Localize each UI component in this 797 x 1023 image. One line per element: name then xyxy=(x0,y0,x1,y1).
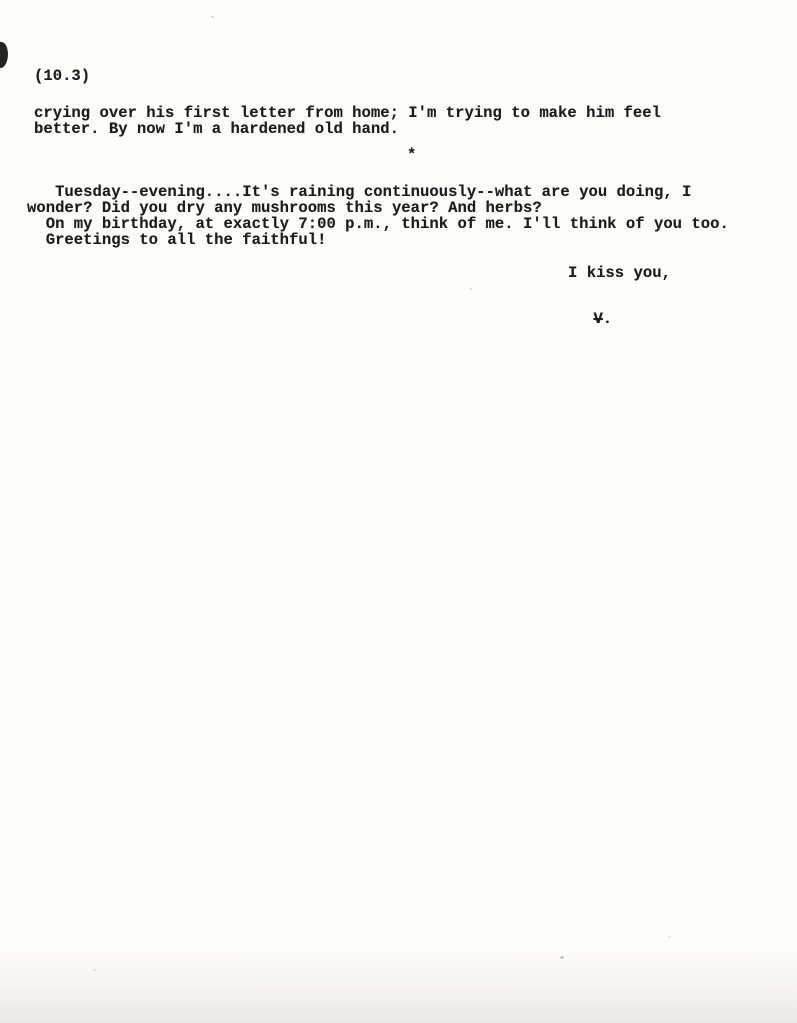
signature xyxy=(556,295,612,343)
text-line: On my birthday, at exactly 7:00 p.m., think of me. I'll think of you too. xyxy=(27,215,729,233)
paper-speck xyxy=(93,969,96,971)
paper-speck xyxy=(560,956,564,959)
closing-line: I kiss you, xyxy=(568,264,671,282)
signature-period: . xyxy=(602,310,613,328)
text-line: Greetings to all the faithful! xyxy=(27,231,327,249)
signature-initial: V xyxy=(593,310,603,328)
paper-speck xyxy=(470,288,472,290)
text-line: better. By now I'm a hardened old hand. xyxy=(34,120,399,138)
paper-speck xyxy=(211,16,214,18)
ink-smudge xyxy=(0,41,10,69)
text-line: Tuesday--evening....It's raining continuously--what are you doing, I xyxy=(27,183,692,201)
paragraph-continuation xyxy=(34,105,661,137)
paragraph-tuesday-evening xyxy=(27,184,729,248)
paper-speck xyxy=(668,936,671,938)
section-number: (10.3) xyxy=(34,67,91,85)
text-line: wonder? Did you dry any mushrooms this year? And herbs? xyxy=(27,199,542,217)
asterisk-separator: * xyxy=(407,146,417,164)
text-line: crying over his first letter from home; I'm trying to make him feel xyxy=(34,104,661,122)
